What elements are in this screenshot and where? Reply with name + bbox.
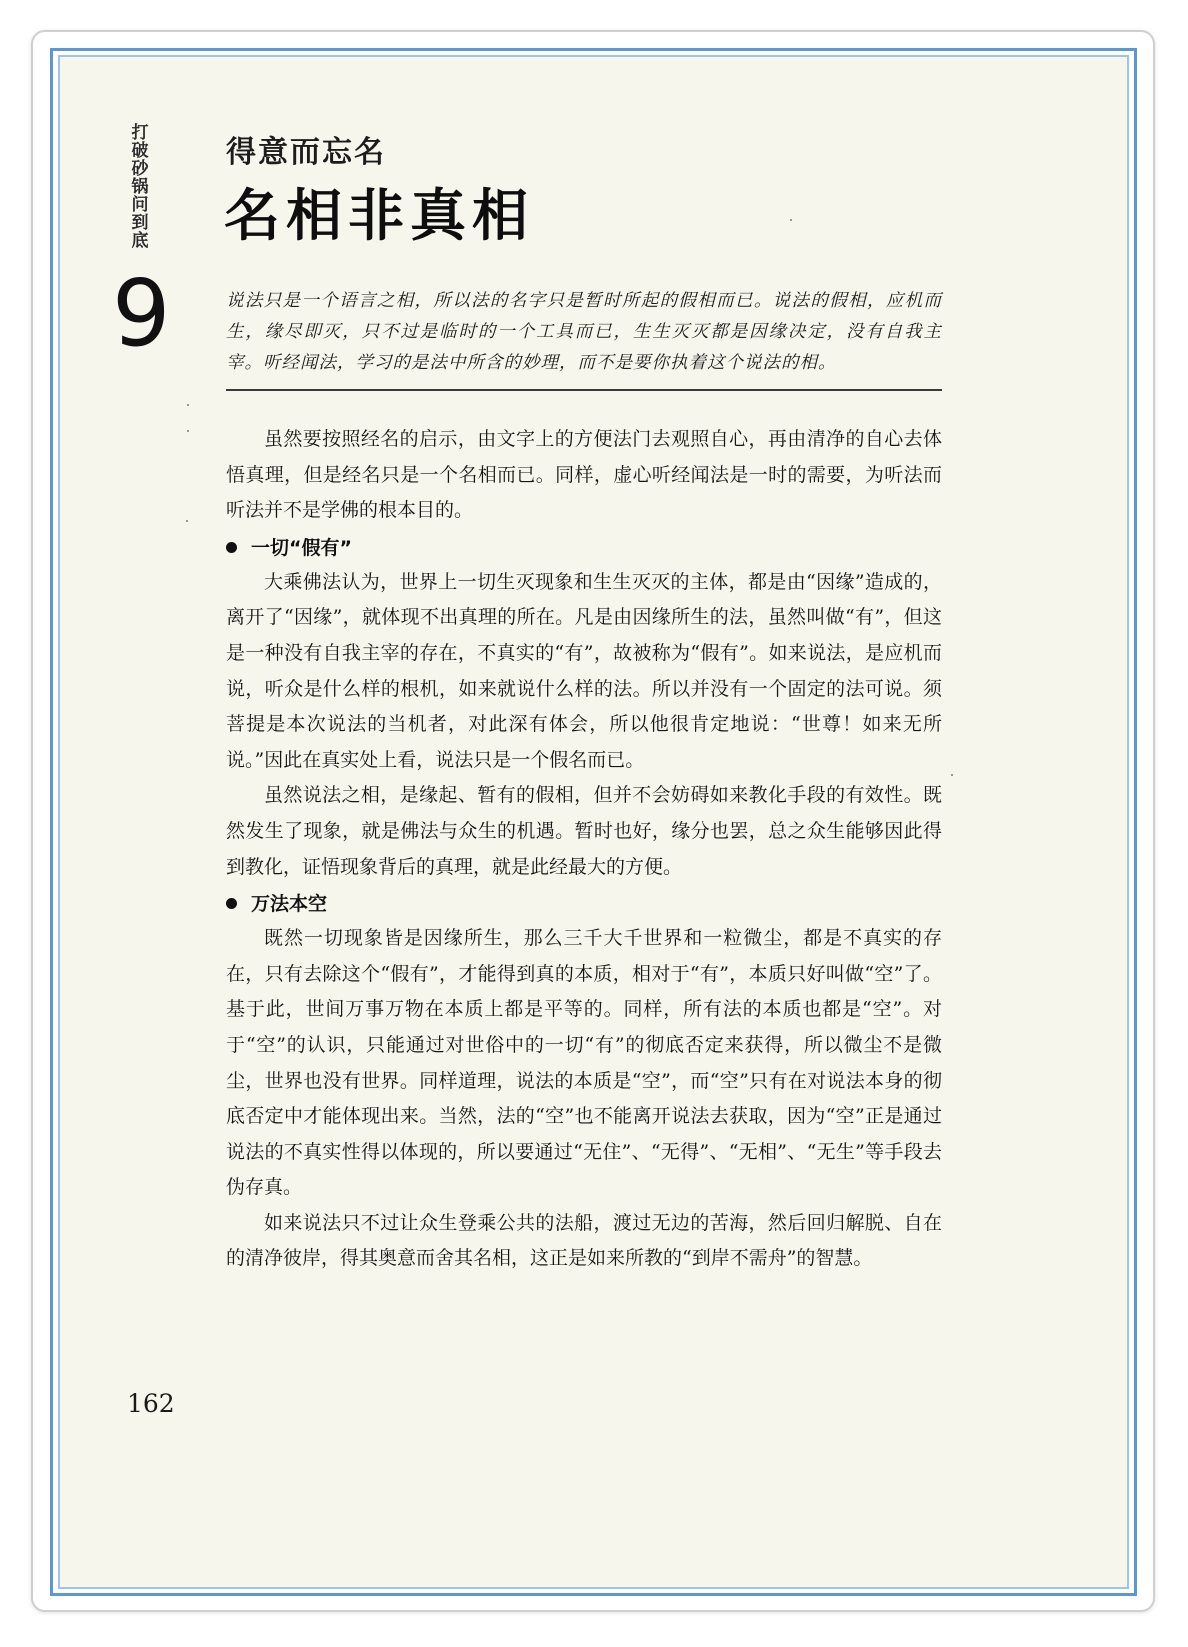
intro-paragraph: 虽然要按照经名的启示，由文字上的方便法门去观照自心，再由清净的自心去体悟真理，但是经名只是一个名相而已。同样，虚心听经闻法是一时的需要，为听法而听法并不是学佛的根本目的。 [226, 428, 942, 522]
bullet-icon [226, 898, 237, 909]
scan-speck [187, 404, 189, 406]
body-paragraph: 大乘佛法认为，世界上一切生灭现象和生生灭灭的主体，都是由“因缘”造成的，离开了“因缘”，就体现不出真理的所在。凡是由因缘所生的法，虽然叫做“有”，但这是一种没有自我主宰的存在，不真实的“有”，故被称为“假有”。如来说法，是应机而说，听众是什么样的根机，如来就说什么样的法。所以并没有一个固定的法可说。须菩提是本次说法的当机者，对此深有体会，所以他很肯定地说：“世尊！如来无所说。”因此在真实处上看，说法只是一个假名而已。 [226, 570, 942, 771]
body-paragraph: 虽然说法之相，是缘起、暂有的假相，但并不会妨碍如来教化手段的有效性。既然发生了现象，就是佛法与众生的机遇。暂时也好，缘分也罢，总之众生能够因此得到教化，证悟现象背后的真理，就是此经最大的方便。 [226, 784, 942, 878]
chapter-title: 名相非真相 [224, 184, 534, 249]
bullet-icon [226, 542, 237, 553]
body-paragraph: 既然一切现象皆是因缘所生，那么三千大千世界和一粒微尘，都是不真实的存在，只有去除这个“假有”，才能得到真的本质，相对于“有”，本质只好叫做“空”了。基于此，世间万事万物在本质上都是平等的。同样，所有法的本质也都是“空”。对于“空”的认识，只能通过对世俗中的一切“有”的彻底否定来获得，所以微尘不是微尘，世界也没有世界。同样道理，说法的本质是“空”，而“空”只有在对说法本身的彻底否定中才能体现出来。当然，法的“空”也不能离开说法去获取，因为“空”正是通过说法的不真实性得以体现的，所以要通过“无住”、“无得”、“无相”、“无生”等手段去伪存真。 [226, 927, 942, 1199]
scan-speck [790, 219, 792, 221]
chapter-number: 9 [112, 260, 171, 367]
section-heading-text: 一切“假有” [251, 536, 352, 559]
scan-speck [951, 774, 953, 776]
series-side-label-text: 打 破 砂 锅 问 到 底 [131, 123, 149, 251]
abstract-divider [226, 389, 942, 391]
section-heading [226, 889, 942, 919]
section-heading [226, 533, 942, 563]
chapter-subtitle: 得意而忘名 [226, 135, 386, 170]
page-number: 162 [127, 1389, 175, 1418]
scan-speck [186, 520, 188, 522]
scan-speck [187, 430, 189, 432]
section-heading-text: 万法本空 [251, 893, 328, 916]
body-text [226, 422, 942, 1277]
body-paragraph: 如来说法只不过让众生登乘公共的法船，渡过无边的苦海，然后回归解脱、自在的清净彼岸，得其奥意而舍其名相，这正是如来所教的“到岸不需舟”的智慧。 [226, 1211, 942, 1270]
series-side-label [128, 124, 152, 250]
chapter-abstract: 说法只是一个语言之相，所以法的名字只是暂时所起的假相而已。说法的假相，应机而生，缘尽即灭，只不过是临时的一个工具而已，生生灭灭都是因缘决定，没有自我主宰。听经闻法，学习的是法中所含的妙理，而不是要你执着这个说法的相。 [226, 291, 942, 373]
